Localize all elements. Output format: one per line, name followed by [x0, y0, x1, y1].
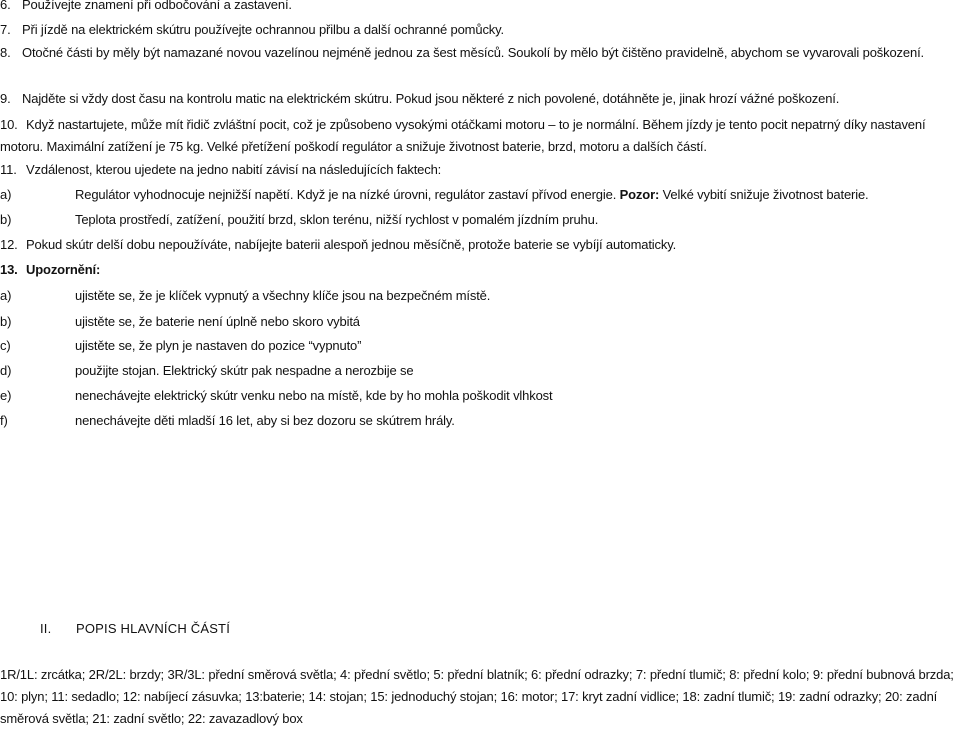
list-item-9 — [0, 88, 956, 110]
list-item-8 — [0, 42, 956, 64]
warning-item-text: použijte stojan. Elektrický skútr pak nespadne a nerozbije se — [75, 363, 414, 378]
item-number: 12. — [0, 237, 18, 252]
warning-item-label: a) — [0, 288, 12, 303]
warning-item-label: d) — [0, 363, 12, 378]
section-heading — [40, 621, 230, 636]
item-number: 9. — [0, 91, 11, 106]
warning-item-text: ujistěte se, že plyn je nastaven do pozice “vypnuto” — [75, 338, 362, 353]
sub-item-text: Teplota prostředí, zatížení, použití brzd, sklon terénu, nižší rychlost v pomalém jízdním pruhu. — [75, 212, 599, 227]
list-item-13 — [0, 259, 956, 281]
sub-item-text — [75, 184, 869, 206]
warning-item-label: b) — [0, 314, 12, 329]
sub-item-label: a) — [0, 187, 12, 202]
item-number: 6. — [0, 0, 11, 12]
sub-item-label: b) — [0, 212, 12, 227]
section-number: II. — [40, 621, 52, 636]
warning-heading: Upozornění: — [26, 262, 101, 277]
warning-item-label: c) — [0, 338, 11, 353]
item-text: Když nastartujete, může mít řidič zvláštní pocit, což je způsobeno vysokými otáčkami motoru – to je normální. Během jízdy je tento pocit nepatrný díky nastavení motoru. Maximální zatížení je 75 kg. Velké přetížení poškodí regulátor a snižuje životnost baterie, brzd, motoru a dalších částí. — [0, 117, 926, 154]
list-item-11 — [0, 159, 956, 181]
list-item-6 — [0, 0, 956, 16]
warning-item-text: ujistěte se, že baterie není úplně nebo skoro vybitá — [75, 314, 360, 329]
warning-item-text: nenechávejte děti mladší 16 let, aby si bez dozoru se skútrem hrály. — [75, 413, 455, 428]
parts-legend: 1R/1L: zrcátka; 2R/2L: brzdy; 3R/3L: přední směrová světla; 4: přední světlo; 5: přední blatník; 6: přední odrazky; 7: přední tlumič; 8: přední kolo; 9: přední bubnová brzda; 10: plyn; 11: sedadlo; 12: nabíjecí zásuvka; 13:baterie; 14: stojan; 15: jednoduchý stojan; 16: motor; 17: kryt zadní vidlice; 18: zadní tlumič; 19: zadní odrazky; 20: zadní směrová světla; 21: zadní světlo; 22: zavazadlový box — [0, 667, 954, 726]
list-item-7 — [0, 19, 956, 41]
item-text: Používejte znamení při odbočování a zastavení. — [22, 0, 292, 12]
warning-item-text: nenechávejte elektrický skútr venku nebo na místě, kde by ho mohla poškodit vlhkost — [75, 388, 553, 403]
list-item-12 — [0, 234, 956, 256]
item-number: 7. — [0, 22, 11, 37]
sub-item-text-after: Velké vybití snižuje životnost baterie. — [659, 187, 869, 202]
item-text: Otočné části by měly být namazané novou vazelínou nejméně jednou za šest měsíců. Soukolí by mělo být čištěno pravidelně, abychom se vyvarovali poškození. — [22, 45, 924, 60]
warning-item-label: f) — [0, 413, 8, 428]
item-text: Najděte si vždy dost času na kontrolu matic na elektrickém skútru. Pokud jsou některé z nich povolené, dotáhněte je, jinak hrozí vážné poškození. — [22, 91, 840, 106]
list-item-10 — [0, 114, 956, 158]
warning-label: Pozor: — [619, 187, 660, 202]
sub-item-text-before: Regulátor vyhodnocuje nejnižší napětí. Když je na nízké úrovni, regulátor zastaví přívod energie. — [75, 187, 620, 202]
item-text: Vzdálenost, kterou ujedete na jedno nabití závisí na následujících faktech: — [26, 162, 442, 177]
item-number: 11. — [0, 162, 17, 177]
item-text: Pokud skútr delší dobu nepoužíváte, nabíjejte baterii alespoň jednou měsíčně, protože baterie se vybíjí automaticky. — [26, 237, 677, 252]
item-text: Při jízdě na elektrickém skútru používejte ochrannou přilbu a další ochranné pomůcky. — [22, 22, 504, 37]
item-number: 8. — [0, 45, 11, 60]
section-title: POPIS HLAVNÍCH ČÁSTÍ — [76, 621, 231, 636]
item-number: 10. — [0, 117, 18, 132]
item-number: 13. — [0, 262, 18, 277]
warning-item-text: ujistěte se, že je klíček vypnutý a všechny klíče jsou na bezpečném místě. — [75, 288, 491, 303]
warning-item-label: e) — [0, 388, 12, 403]
